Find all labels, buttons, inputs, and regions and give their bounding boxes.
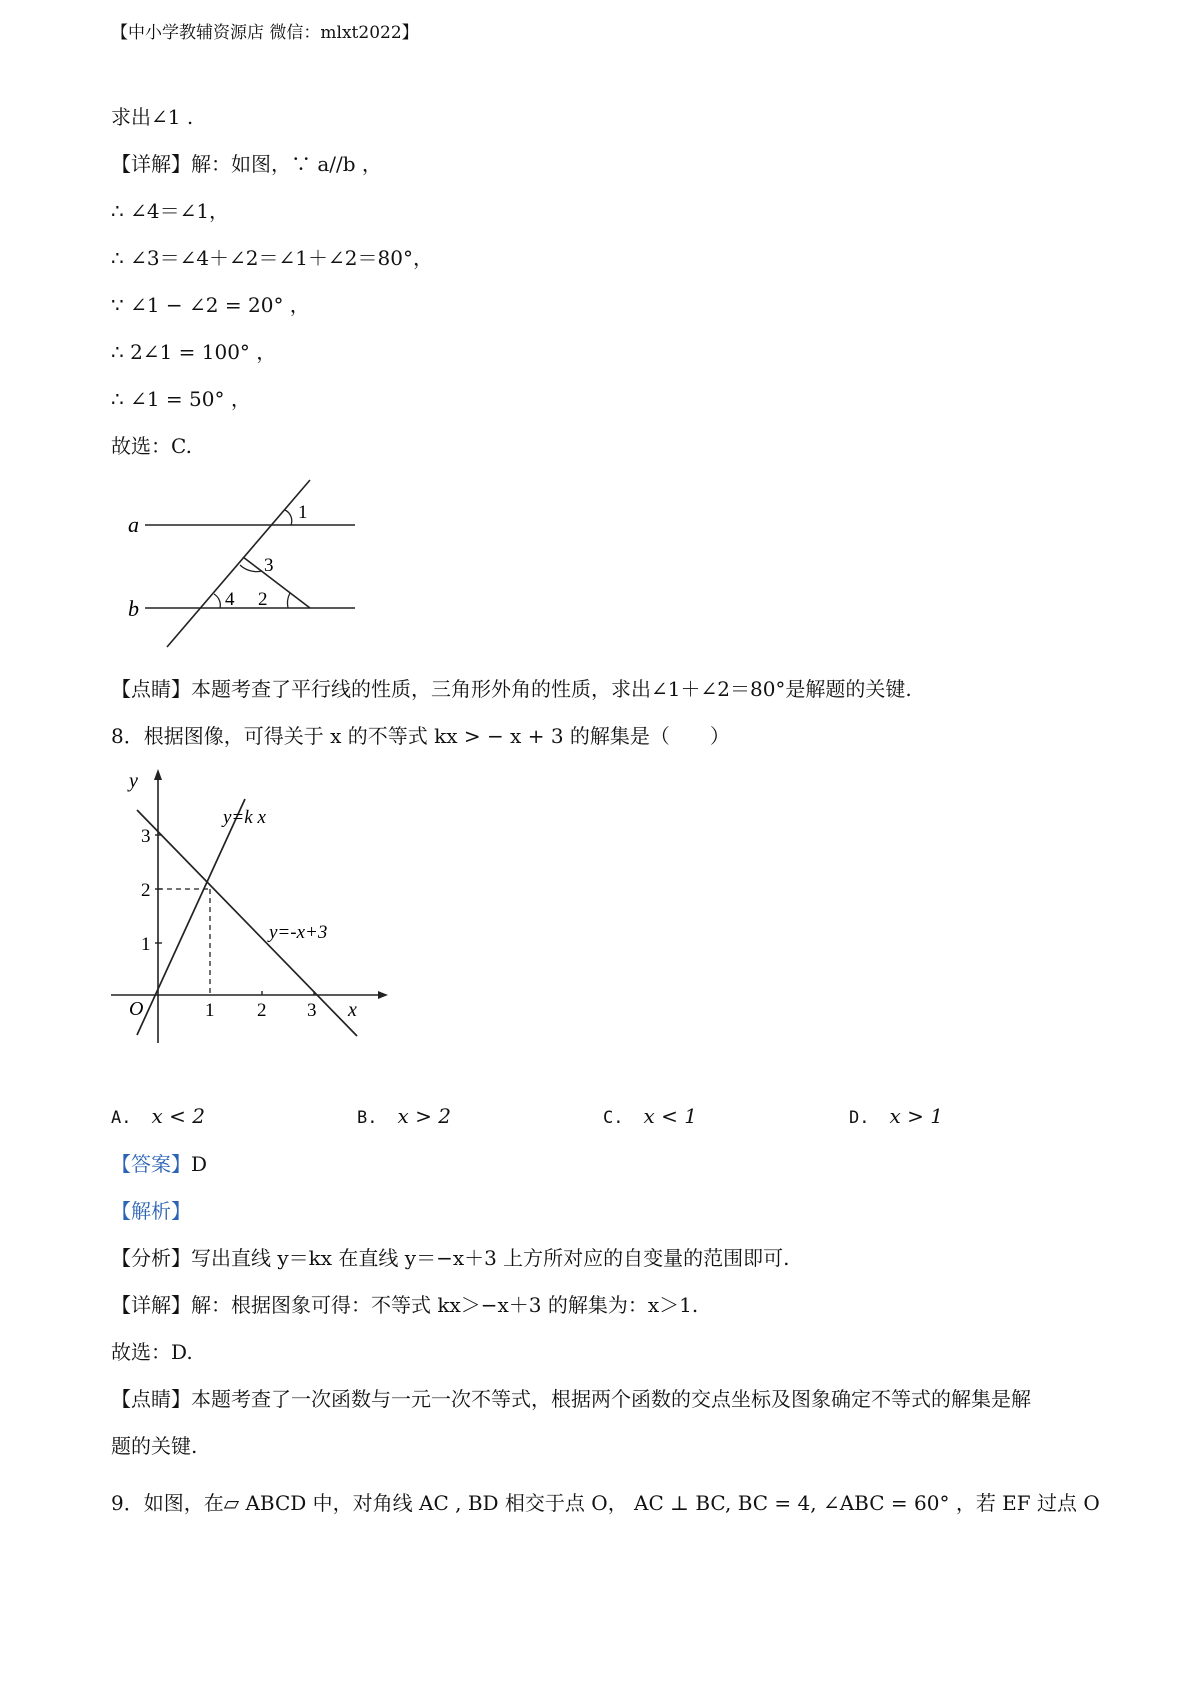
x-tick-3: 3 [307, 1000, 317, 1021]
arc-4 [214, 594, 220, 608]
text-line: 【详解】解：根据图象可得：不等式 kx＞−x＋3 的解集为：x＞1. [111, 1293, 699, 1317]
text-line: ∴ 2∠1 = 100° ， [111, 340, 277, 364]
label-angle-4: 4 [225, 589, 235, 610]
label-angle-3: 3 [264, 555, 274, 576]
transversal [167, 480, 310, 647]
analysis-tag: 【解析】 [111, 1199, 191, 1223]
text-line: 故选：C. [111, 434, 192, 458]
option-a[interactable]: A. x < 2 [111, 1104, 205, 1128]
x-tick-1: 1 [205, 1000, 215, 1021]
arc-2-vertex [287, 593, 290, 608]
parallel-lines-figure [115, 475, 375, 655]
line-y-kx [137, 799, 245, 1035]
function-graph-figure [105, 763, 395, 1048]
y-tick-1: 1 [141, 934, 151, 955]
label-angle-2: 2 [258, 589, 268, 610]
origin-label: O [129, 998, 144, 1020]
text-line: 【点睛】本题考查了平行线的性质，三角形外角的性质，求出∠1＋∠2＝80°是解题的关键. [111, 677, 912, 701]
y-axis-arrow [154, 769, 162, 780]
answer-value: D [191, 1152, 208, 1176]
x-axis-arrow [378, 991, 388, 999]
y-axis-label: y [129, 770, 138, 792]
question-8: 8．根据图像，可得关于 x 的不等式 kx > − x + 3 的解集是（ ） [111, 724, 730, 748]
answer-tag: 【答案】 [111, 1152, 191, 1176]
label-b: b [128, 596, 139, 621]
arc-1 [285, 510, 292, 525]
question-9: 9．如图，在▱ ABCD 中，对角线 AC , BD 相交于点 O， AC ⊥ BC, BC = 4, ∠ABC = 60° ，若 EF 过点 O [111, 1491, 1100, 1515]
text-line: 【点睛】本题考查了一次函数与一元一次不等式，根据两个函数的交点坐标及图象确定不等式的解集是解 [111, 1387, 1031, 1411]
answer-line [111, 1151, 207, 1177]
x-tick-2: 2 [257, 1000, 267, 1021]
option-d[interactable]: D. x > 1 [849, 1104, 943, 1128]
x-axis-label: x [348, 999, 357, 1021]
label-y-kx: y=k x [223, 807, 266, 828]
y-tick-2: 2 [141, 880, 151, 901]
text-line: ∴ ∠3＝∠4＋∠2＝∠1＋∠2＝80°， [111, 246, 433, 270]
text-line: 【详解】解：如图，∵ a//b ， [111, 152, 382, 176]
label-a: a [128, 512, 139, 537]
text-line: 故选：D. [111, 1340, 193, 1364]
text-line: ∴ ∠4＝∠1， [111, 199, 230, 223]
option-c[interactable]: C. x < 1 [603, 1104, 697, 1128]
option-b[interactable]: B. x > 2 [357, 1104, 451, 1128]
text-line: 【分析】写出直线 y＝kx 在直线 y＝−x＋3 上方所对应的自变量的范围即可. [111, 1246, 790, 1270]
label-y-neg-x-plus-3: y=-x+3 [269, 922, 328, 943]
y-tick-3: 3 [141, 826, 151, 847]
segment [243, 557, 310, 608]
page-header: 【中小学教辅资源店 微信：mlxt2022】 [111, 23, 419, 43]
label-angle-1: 1 [298, 502, 308, 523]
text-line: 题的关键. [111, 1434, 198, 1458]
text-line: ∴ ∠1 = 50° ， [111, 387, 251, 411]
text-line: ∵ ∠1 − ∠2 = 20° ， [111, 293, 310, 317]
text-line: 求出∠1 . [111, 105, 194, 129]
